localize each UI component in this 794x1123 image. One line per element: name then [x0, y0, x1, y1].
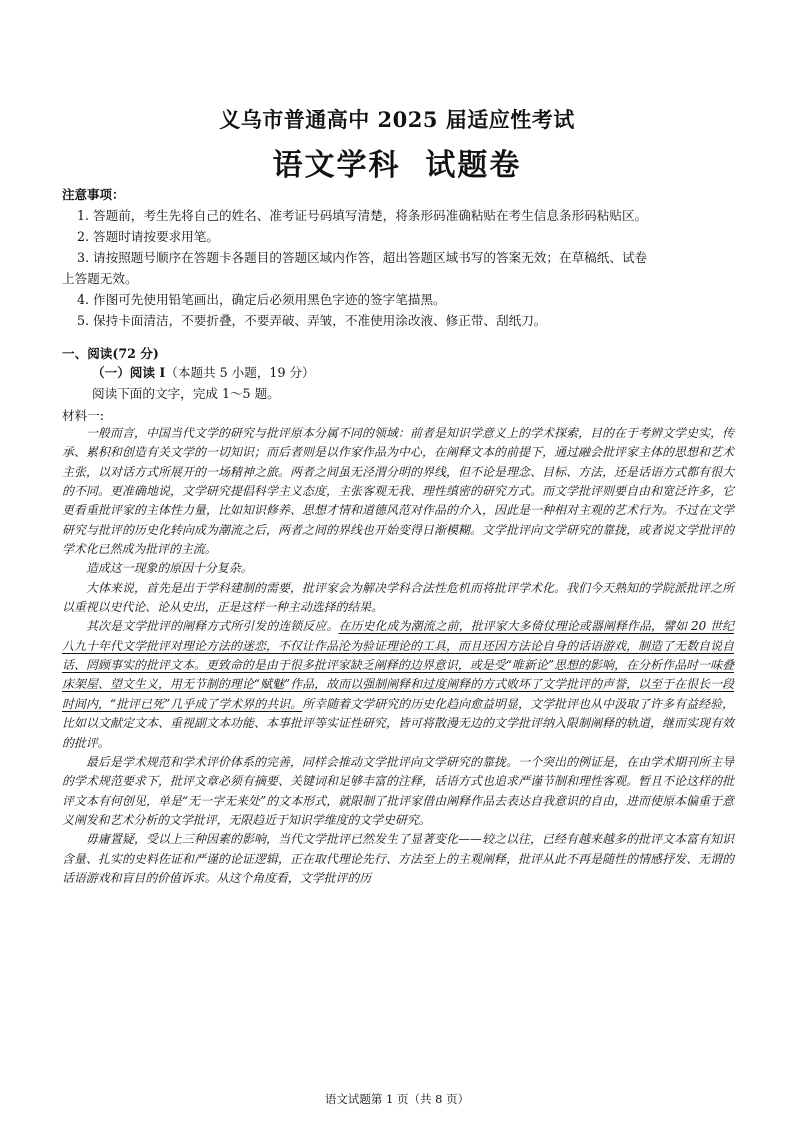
passage-paragraph-4: [62, 617, 734, 752]
paragraph-4-rest: 所幸随着文学研究的历史化趋向愈益明显，文学批评也从中汲取了许多有益经验，比如以文献定文本、重视副文本功能、本事批评等实证性研究，皆可将散漫无边的文学批评纳入限制阐释的轨道，继而实现有效的批评。: [62, 696, 734, 750]
notice-heading: 注意事项：: [62, 187, 125, 202]
notice-item-1: 1. 答题前，考生先将自己的姓名、准考证号码填写清楚，将条形码准确粘贴在考生信息条形码粘贴区。: [77, 208, 648, 223]
sub-section-points: （本题共 5 小题，19 分）: [165, 365, 315, 380]
notice-item-3: 3. 请按照题号顺序在答题卡各题目的答题区域内作答，超出答题区域书写的答案无效；在草稿纸、试卷: [77, 250, 648, 265]
material-label: 材料一:: [62, 408, 105, 423]
paragraph-4-intro: 其次是文学批评的阐释方式所引发的连锁反应。: [86, 619, 339, 634]
passage-paragraph-2: 造成这一现象的原因十分复杂。: [86, 561, 253, 576]
notice-item-5: 5. 保持卡面清洁，不要折叠，不要弄破、弄皱，不准使用涂改液、修正带、刮纸刀。: [77, 313, 547, 328]
passage-paragraph-5: 最后是学术规范和学术评价体系的完善，同样会推动文学批评向文学研究的靠拢。一个突出的例证是，在由学术期刊所主导的学术规范要求下，批评文章必须有摘要、关键词和足够丰富的注释，话语方式也追求严谨节制和理性客观。暂且不论这样的批评文本有何创见，单是“无一字无来处”的文本形式，就限制了批评家借由阐释作品去表达自我意识的自由，进而使原本偏重于意义阐发和艺术分析的文学批评，无限趋近于知识学维度的文学史研究。: [62, 754, 734, 827]
notice-block: [62, 184, 734, 331]
notice-item-4: 4. 作图可先使用铅笔画出，确定后必须用黑色字迹的签字笔描黑。: [77, 292, 446, 307]
passage-paragraph-1: 一般而言，中国当代文学的研究与批评原本分属不同的领域：前者是知识学意义上的学术探索，目的在于考辨文学史实，传承、累积和创造有关文学的一切知识；而后者则是以作家作品为中心，在阐释文本的前提下，通过融会批评家主体的思想和艺术主张，以对话方式所展开的一场精神之旅。两者之间虽无泾渭分明的界线，但不论是理念、目标、方法，还是话语方式都有很大的不同。更准确地说，文学研究提倡科学主义态度，主张客观无我、理性缜密的研究方式。而文学批评则要自由和宽泛许多，它更看重批评家的主体性力量，比如知识修养、思想才情和道德风范对作品的介入，因此是一种相对主观的艺术行为。不过在文学研究与批评的历史化转向成为潮流之后，两者之间的界线也开始变得日渐模糊。文学批评向文学研究的靠拢，或者说文学批评的学术化已然成为批评的主流。: [62, 426, 734, 557]
notice-item-2: 2. 答题时请按要求用笔。: [77, 229, 219, 244]
page-footer: 语文试题第 1 页（共 8 页）: [324, 1092, 470, 1106]
reading-instruction: 阅读下面的文字，完成 1～5 题。: [92, 386, 280, 401]
exam-title: 义乌市普通高中 2025 届适应性考试: [219, 107, 575, 132]
passage-paragraph-3: 大体来说，首先是出于学科建制的需要，批评家会为解决学科合法性危机而将批评学术化。我们今天熟知的学院派批评之所以重视以史代论、论从史出，正是这样一种主动选择的结果。: [62, 580, 734, 615]
reading-passage: [62, 424, 734, 888]
sub-section-title: （一）阅读 I: [92, 365, 166, 380]
exam-subtitle: 语文学科 试题卷: [272, 148, 522, 183]
notice-item-3-cont: 上答题无效。: [62, 271, 138, 286]
section-heading: 一、阅读(72 分): [62, 346, 159, 361]
sub-section-heading: [92, 362, 764, 381]
underlined-passage: 在历史化成为潮流之前，批评家大多倚仗理论或器阐释作品，譬如 20 世纪八九十年代文学批评对理论方法的迷恋，不仅让作品沦为验证理论的工具，而且还因方法论自身的话语游戏，制造了无数自说自话、罔顾事实的批评文本。更致命的是由于很多批评家缺乏阐释的边界意识，或是受“唯新论”思想的影响，在分析作品时一味叠床架屋、望文生义，用无节制的理论“赋魅”作品，故而以强制阐释和过度阐释的方式败坏了文学批评的声誉，以至于在很长一段时间内，“批评已死”几乎成了学术界的共识。: [62, 619, 734, 711]
passage-paragraph-6: 毋庸置疑，受以上三种因素的影响，当代文学批评已然发生了显著变化——较之以往，已经有越来越多的批评文本富有知识含量、扎实的史料佐证和严谨的论证逻辑，正在取代理论先行、方法至上的主观阐释，批评从此不再是随性的情感抒发、无谓的话语游戏和盲目的价值诉求。从这个角度看，文学批评的历: [62, 832, 734, 885]
